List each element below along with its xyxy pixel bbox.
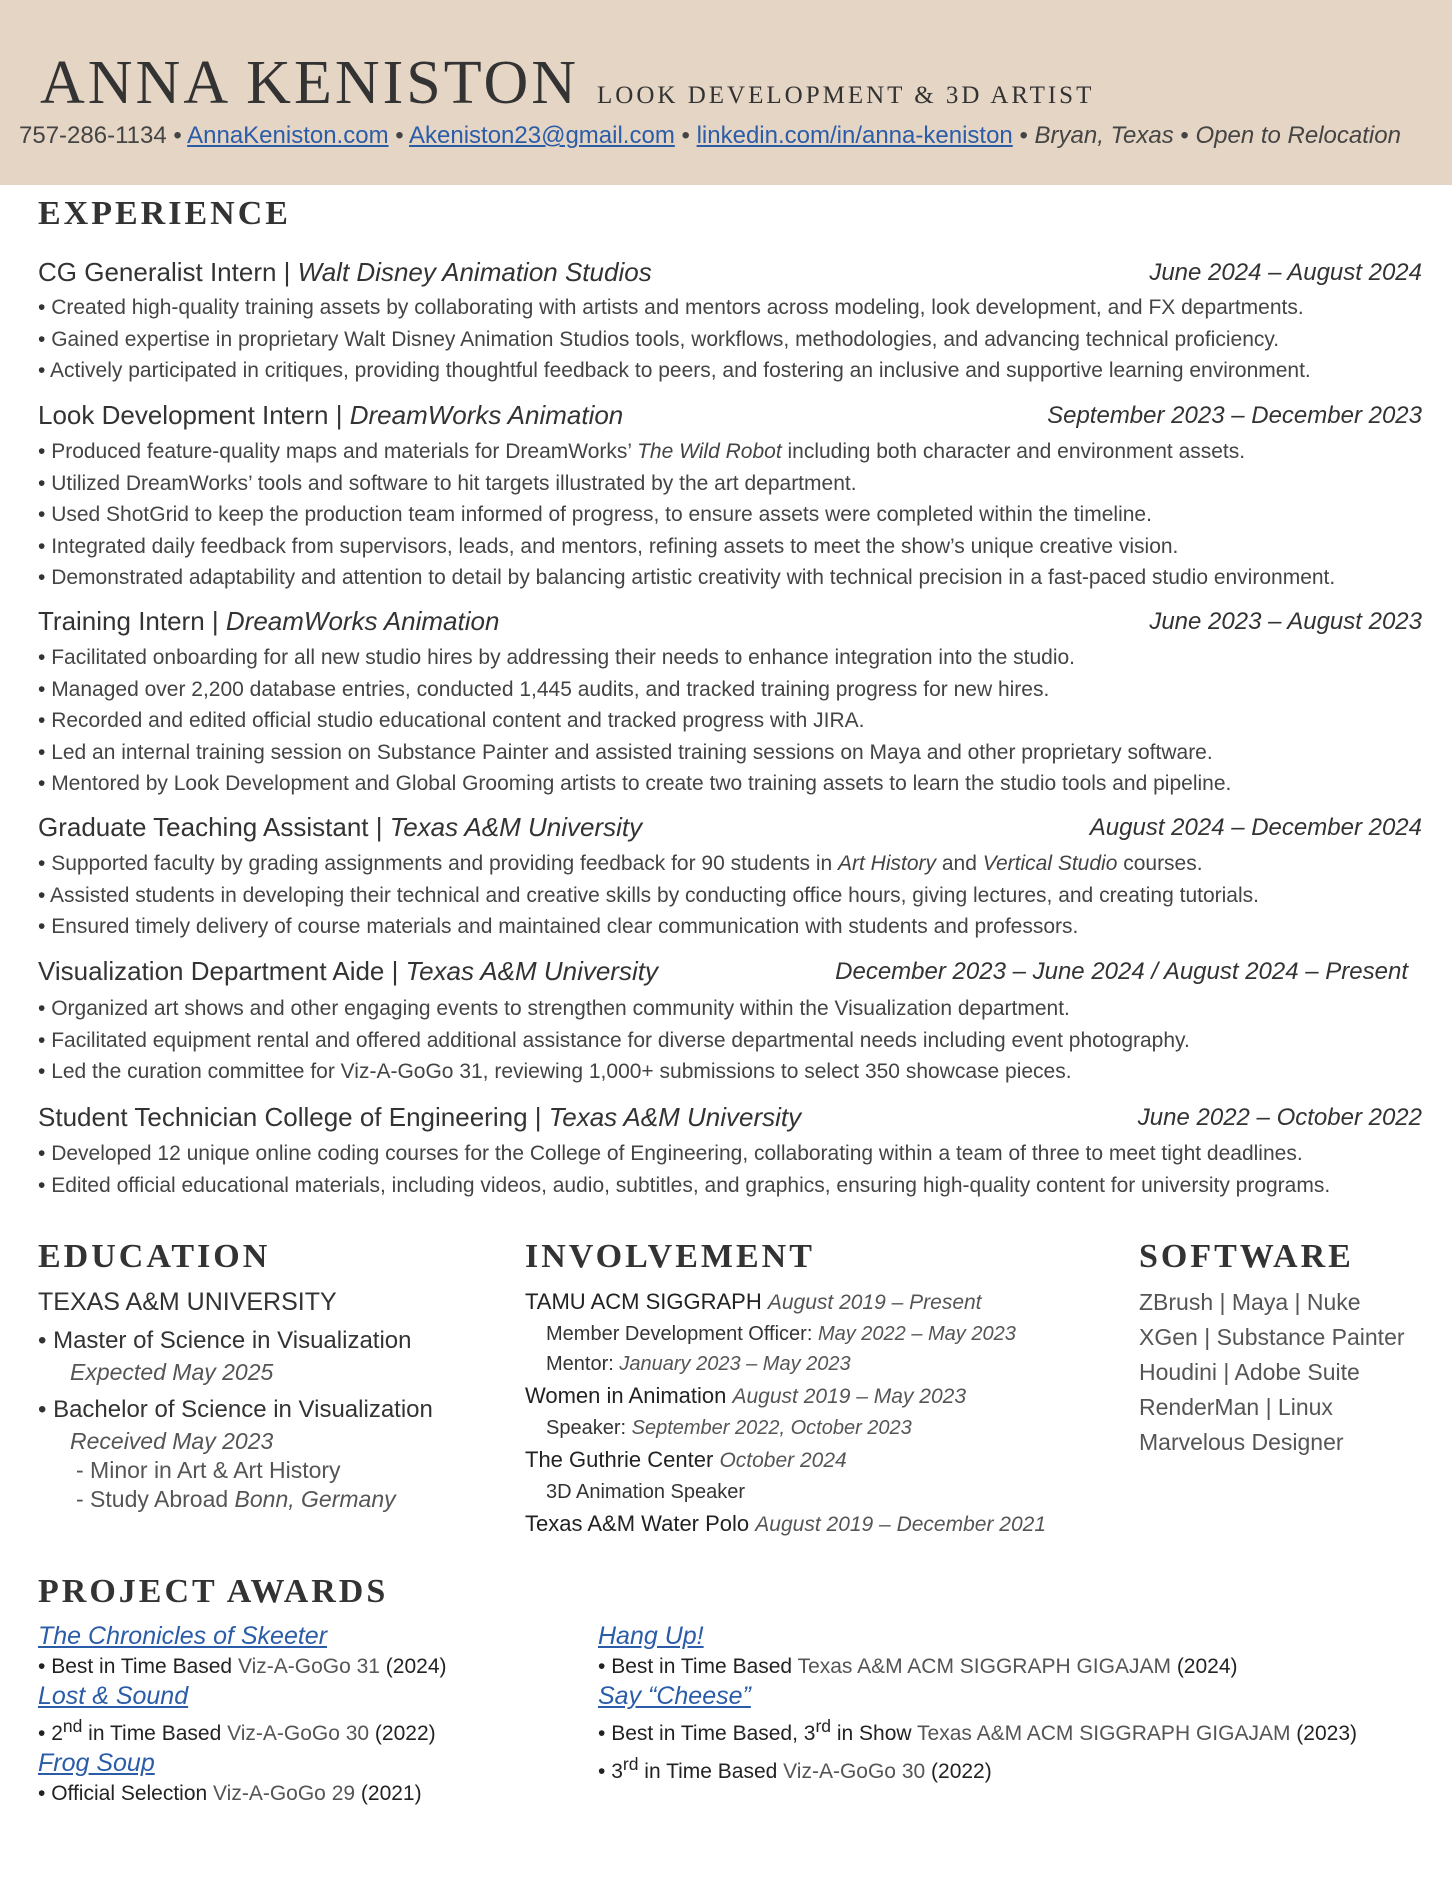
list-item: • Facilitated onboarding for all new studio hires by addressing their needs to enhance integration into the studio.: [38, 642, 1428, 674]
list-item: • Demonstrated adaptability and attention to detail by balancing artistic creativity with technical precision in a fast-paced studio environment.: [38, 562, 1428, 594]
job-title: [38, 1102, 801, 1133]
list-item: • Developed 12 unique online coding courses for the College of Engineering, collaborating within a team of three to meet tight deadlines.: [38, 1138, 1428, 1170]
job-role: Training Intern |: [38, 606, 226, 636]
award-line: • Best in Time Based Texas A&M ACM SIGGRAPH GIGAJAM (2024): [598, 1651, 1438, 1682]
job-title: [38, 606, 499, 637]
job-role: Visualization Department Aide |: [38, 956, 406, 986]
award-line: • 3rd in Time Based Viz-A-GoGo 30 (2022): [598, 1749, 1438, 1787]
award-line: • Best in Time Based, 3rd in Show Texas A&M ACM SIGGRAPH GIGAJAM (2023): [598, 1711, 1438, 1749]
list-item: • Mentored by Look Development and Global Grooming artists to create two training assets to learn the studio tools and pipeline.: [38, 768, 1428, 800]
job-bullets: [38, 993, 1428, 1088]
software-column: [1139, 1285, 1439, 1460]
email-link[interactable]: Akeniston23@gmail.com: [409, 122, 675, 149]
list-item: • Led the curation committee for Viz-A-GoGo 31, reviewing 1,000+ submissions to select 350 showcase pieces.: [38, 1056, 1428, 1088]
separator: •: [681, 122, 690, 149]
job-role: Graduate Teaching Assistant |: [38, 812, 390, 842]
job-title: [38, 400, 623, 431]
involvement-item: The Guthrie Center October 2024: [525, 1447, 847, 1472]
list-item: • Utilized DreamWorks’ tools and software to hit targets illustrated by the art department.: [38, 468, 1428, 500]
job-org: Texas A&M University: [405, 956, 658, 986]
job-org: Texas A&M University: [389, 812, 643, 842]
software-line: Marvelous Designer: [1139, 1429, 1344, 1455]
experience-heading: EXPERIENCE: [38, 195, 291, 232]
award-project-link[interactable]: Say “Cheese”: [598, 1682, 751, 1710]
awards-right-column: [598, 1622, 1438, 1787]
list-item: • Created high-quality training assets by collaborating with artists and mentors across modeling, look development, and FX departments.: [38, 292, 1428, 324]
job-dates: June 2024 – August 2024: [1149, 259, 1422, 286]
software-line: RenderMan | Linux: [1139, 1394, 1333, 1420]
awards-heading: PROJECT AWARDS: [38, 1573, 389, 1610]
degree-minor: - Minor in Art & Art History: [76, 1457, 341, 1483]
degree-ms-note: Expected May 2025: [70, 1359, 274, 1385]
education-heading: EDUCATION: [38, 1238, 271, 1275]
involvement-role: 3D Animation Speaker: [546, 1481, 746, 1503]
list-item: • Supported faculty by grading assignments and providing feedback for 90 students in Art History and Vertical Studio courses.: [38, 848, 1428, 880]
list-item: • Led an internal training session on Substance Painter and assisted training sessions on Maya and other proprietary software.: [38, 737, 1428, 769]
list-item: • Recorded and edited official studio educational content and tracked progress with JIRA.: [38, 705, 1428, 737]
job-bullets: [38, 642, 1428, 800]
involvement-role: Speaker: September 2022, October 2023: [546, 1417, 912, 1439]
separator: •: [395, 122, 404, 149]
list-item: • Edited official educational materials, including videos, audio, subtitles, and graphics, ensuring high-quality content for university programs.: [38, 1170, 1428, 1202]
involvement-item: Texas A&M Water Polo August 2019 – December 2021: [525, 1511, 1046, 1536]
list-item: • Managed over 2,200 database entries, conducted 1,445 audits, and tracked training progress for new hires.: [38, 674, 1428, 706]
job-title: [38, 812, 642, 843]
software-line: ZBrush | Maya | Nuke: [1139, 1289, 1361, 1315]
list-item: • Assisted students in developing their technical and creative skills by conducting office hours, giving lectures, and creating tutorials.: [38, 880, 1428, 912]
study-abroad: - Study Abroad Bonn, Germany: [76, 1486, 396, 1512]
contact-line: [19, 122, 1401, 150]
job-title: [38, 257, 652, 288]
award-line: • Best in Time Based Viz-A-GoGo 31 (2024): [38, 1651, 578, 1682]
award-project-link[interactable]: Hang Up!: [598, 1622, 704, 1650]
job-dates: December 2023 – June 2024 / August 2024 – Present: [835, 958, 1408, 985]
job-role: CG Generalist Intern |: [38, 257, 298, 287]
list-item: • Actively participated in critiques, providing thoughtful feedback to peers, and fostering an inclusive and supportive learning environment.: [38, 355, 1428, 387]
linkedin-link[interactable]: linkedin.com/in/anna-keniston: [696, 122, 1013, 149]
degree-ms: • Master of Science in Visualization: [38, 1327, 508, 1355]
separator: •: [1180, 122, 1189, 149]
list-item: • Facilitated equipment rental and offered additional assistance for diverse departmental needs including event photography.: [38, 1025, 1428, 1057]
separator: •: [1019, 122, 1028, 149]
name-line: [40, 48, 1094, 119]
involvement-item: Women in Animation August 2019 – May 2023: [525, 1383, 967, 1408]
degree-bs: • Bachelor of Science in Visualization: [38, 1396, 508, 1424]
list-item: • Ensured timely delivery of course materials and maintained clear communication with students and professors.: [38, 911, 1428, 943]
award-project-link[interactable]: Lost & Sound: [38, 1682, 189, 1710]
separator: •: [173, 122, 182, 149]
software-heading: SOFTWARE: [1139, 1238, 1354, 1275]
job-bullets: [38, 1138, 1428, 1201]
award-line: • 2nd in Time Based Viz-A-GoGo 30 (2022): [38, 1711, 578, 1749]
award-project-link[interactable]: The Chronicles of Skeeter: [38, 1622, 328, 1650]
list-item: • Produced feature-quality maps and materials for DreamWorks’ The Wild Robot including both character and environment assets.: [38, 436, 1428, 468]
job-role: Student Technician College of Engineering |: [38, 1102, 549, 1132]
job-org: Walt Disney Animation Studios: [297, 257, 652, 287]
involvement-role: Member Development Officer: May 2022 – May 2023: [546, 1323, 1016, 1345]
job-dates: August 2024 – December 2024: [1089, 814, 1422, 841]
candidate-role: LOOK DEVELOPMENT & 3D ARTIST: [597, 82, 1095, 109]
job-title: [38, 956, 658, 987]
job-org: DreamWorks Animation: [349, 400, 624, 430]
software-line: XGen | Substance Painter: [1139, 1324, 1405, 1350]
job-bullets: [38, 436, 1428, 594]
candidate-name: ANNA KENISTON: [40, 49, 580, 117]
involvement-heading: INVOLVEMENT: [525, 1238, 815, 1275]
list-item: • Gained expertise in proprietary Walt Disney Animation Studios tools, workflows, methodologies, and advancing technical proficiency.: [38, 324, 1428, 356]
website-link[interactable]: AnnaKeniston.com: [187, 122, 389, 149]
school-name: TEXAS A&M UNIVERSITY: [38, 1288, 337, 1316]
header-banner: [0, 0, 1452, 185]
software-line: Houdini | Adobe Suite: [1139, 1359, 1360, 1385]
job-dates: June 2023 – August 2023: [1149, 608, 1422, 635]
involvement-item: TAMU ACM SIGGRAPH August 2019 – Present: [525, 1289, 982, 1314]
location: Bryan, Texas: [1034, 122, 1174, 149]
awards-left-column: [38, 1622, 578, 1809]
job-bullets: [38, 848, 1428, 943]
phone: 757-286-1134: [19, 122, 167, 149]
award-project-link[interactable]: Frog Soup: [38, 1749, 155, 1777]
involvement-role: Mentor: January 2023 – May 2023: [546, 1353, 851, 1375]
job-org: DreamWorks Animation: [225, 606, 500, 636]
job-org: Texas A&M University: [548, 1102, 802, 1132]
job-bullets: [38, 292, 1428, 387]
job-role: Look Development Intern |: [38, 400, 350, 430]
list-item: • Used ShotGrid to keep the production team informed of progress, to ensure assets were completed within the timeline.: [38, 499, 1428, 531]
involvement-column: [525, 1285, 1105, 1541]
degree-bs-note: Received May 2023: [70, 1428, 274, 1454]
education-column: [38, 1288, 508, 1513]
award-line: • Official Selection Viz-A-GoGo 29 (2021): [38, 1778, 578, 1809]
relocation: Open to Relocation: [1195, 122, 1401, 149]
job-dates: June 2022 – October 2022: [1137, 1104, 1422, 1131]
list-item: • Organized art shows and other engaging events to strengthen community within the Visualization department.: [38, 993, 1428, 1025]
job-dates: September 2023 – December 2023: [1047, 402, 1422, 429]
list-item: • Integrated daily feedback from supervisors, leads, and mentors, refining assets to meet the show’s unique creative vision.: [38, 531, 1428, 563]
